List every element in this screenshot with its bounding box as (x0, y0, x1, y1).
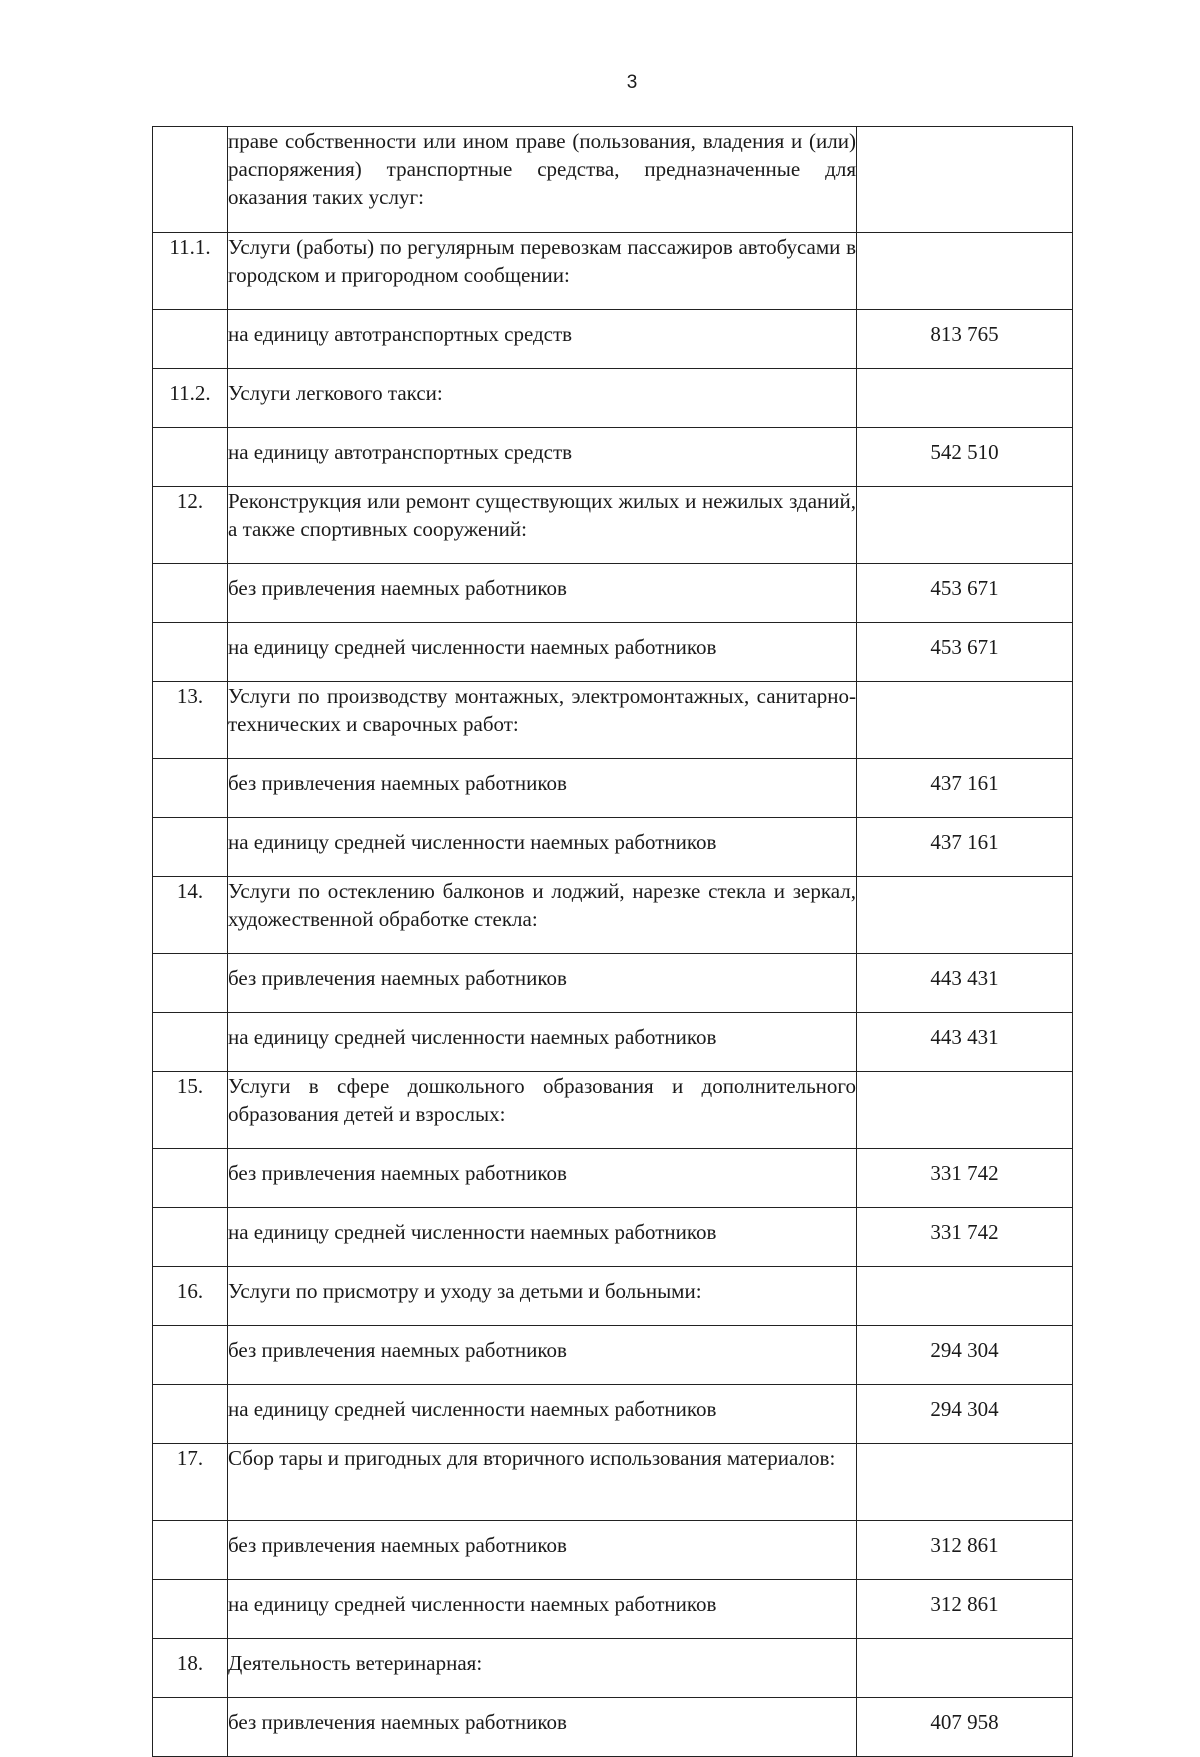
row-number: 11.1. (153, 233, 228, 310)
row-value (857, 1444, 1073, 1521)
row-value: 443 431 (857, 954, 1073, 1013)
table-row (153, 310, 1073, 369)
row-number: 17. (153, 1444, 228, 1521)
row-number (153, 127, 228, 233)
row-value (857, 1267, 1073, 1326)
row-description: Услуги в сфере дошкольного образования и дополнительного образования детей и взрослых: (228, 1072, 857, 1149)
row-description: без привлечения наемных работников (228, 1326, 857, 1385)
row-number (153, 1698, 228, 1757)
row-value: 312 861 (857, 1521, 1073, 1580)
table-row (153, 759, 1073, 818)
row-description: на единицу автотранспортных средств (228, 428, 857, 487)
table-row (153, 1444, 1073, 1521)
row-number (153, 564, 228, 623)
row-value: 437 161 (857, 818, 1073, 877)
table-row (153, 1385, 1073, 1444)
row-description: без привлечения наемных работников (228, 1149, 857, 1208)
row-value: 443 431 (857, 1013, 1073, 1072)
row-description: Сбор тары и пригодных для вторичного использования материалов: (228, 1444, 857, 1521)
table-row (153, 877, 1073, 954)
row-value: 813 765 (857, 310, 1073, 369)
table-row (153, 1267, 1073, 1326)
row-value: 453 671 (857, 623, 1073, 682)
row-description: Услуги по производству монтажных, электромонтажных, санитарно-технических и сварочных работ: (228, 682, 857, 759)
row-value: 294 304 (857, 1326, 1073, 1385)
table-row (153, 1698, 1073, 1757)
table-row (153, 1149, 1073, 1208)
row-number: 14. (153, 877, 228, 954)
row-number (153, 1580, 228, 1639)
row-number (153, 623, 228, 682)
table-row (153, 1639, 1073, 1698)
row-description: на единицу средней численности наемных работников (228, 1208, 857, 1267)
row-description: без привлечения наемных работников (228, 564, 857, 623)
row-description: праве собственности или ином праве (пользования, владения и (или) распоряжения) транспортные средства, предназначенные для оказания таких услуг: (228, 127, 857, 233)
row-value (857, 1072, 1073, 1149)
table-row (153, 127, 1073, 233)
row-description: Услуги по остеклению балконов и лоджий, нарезке стекла и зеркал, художественной обработке стекла: (228, 877, 857, 954)
row-description: на единицу средней численности наемных работников (228, 1580, 857, 1639)
row-description: на единицу средней численности наемных работников (228, 1013, 857, 1072)
row-number: 12. (153, 487, 228, 564)
table-row (153, 1072, 1073, 1149)
row-description: без привлечения наемных работников (228, 759, 857, 818)
row-number (153, 310, 228, 369)
row-value (857, 127, 1073, 233)
table-row (153, 428, 1073, 487)
row-description: без привлечения наемных работников (228, 1521, 857, 1580)
row-value (857, 369, 1073, 428)
table-row (153, 487, 1073, 564)
table-row (153, 369, 1073, 428)
row-description: на единицу средней численности наемных работников (228, 1385, 857, 1444)
row-value (857, 487, 1073, 564)
table-row (153, 564, 1073, 623)
row-number (153, 818, 228, 877)
row-number (153, 954, 228, 1013)
table-row (153, 682, 1073, 759)
row-number: 11.2. (153, 369, 228, 428)
row-description: на единицу средней численности наемных работников (228, 818, 857, 877)
tariff-table (152, 126, 1073, 1757)
row-value: 312 861 (857, 1580, 1073, 1639)
row-description: без привлечения наемных работников (228, 954, 857, 1013)
row-value (857, 233, 1073, 310)
row-value: 407 958 (857, 1698, 1073, 1757)
row-description: Деятельность ветеринарная: (228, 1639, 857, 1698)
row-description: Услуги (работы) по регулярным перевозкам пассажиров автобусами в городском и пригородном сообщении: (228, 233, 857, 310)
row-number (153, 1326, 228, 1385)
row-value: 453 671 (857, 564, 1073, 623)
row-number: 15. (153, 1072, 228, 1149)
row-description: на единицу автотранспортных средств (228, 310, 857, 369)
row-value (857, 682, 1073, 759)
table-row (153, 1580, 1073, 1639)
row-value: 437 161 (857, 759, 1073, 818)
row-value: 542 510 (857, 428, 1073, 487)
table-row (153, 1521, 1073, 1580)
row-number (153, 759, 228, 818)
row-description: на единицу средней численности наемных работников (228, 623, 857, 682)
row-number (153, 428, 228, 487)
table-row (153, 1208, 1073, 1267)
page-number: 3 (626, 72, 638, 93)
row-number (153, 1013, 228, 1072)
table-row (153, 1326, 1073, 1385)
row-value (857, 1639, 1073, 1698)
table-row (153, 818, 1073, 877)
row-description: Услуги легкового такси: (228, 369, 857, 428)
row-value: 331 742 (857, 1208, 1073, 1267)
row-number: 18. (153, 1639, 228, 1698)
table-row (153, 1013, 1073, 1072)
row-description: без привлечения наемных работников (228, 1698, 857, 1757)
row-number (153, 1149, 228, 1208)
table-row (153, 623, 1073, 682)
table-row (153, 954, 1073, 1013)
row-number (153, 1521, 228, 1580)
row-description: Реконструкция или ремонт существующих жилых и нежилых зданий, а также спортивных сооружений: (228, 487, 857, 564)
row-number: 13. (153, 682, 228, 759)
row-value (857, 877, 1073, 954)
row-description: Услуги по присмотру и уходу за детьми и больными: (228, 1267, 857, 1326)
table-row (153, 233, 1073, 310)
row-value: 294 304 (857, 1385, 1073, 1444)
row-number: 16. (153, 1267, 228, 1326)
row-number (153, 1385, 228, 1444)
row-value: 331 742 (857, 1149, 1073, 1208)
row-number (153, 1208, 228, 1267)
